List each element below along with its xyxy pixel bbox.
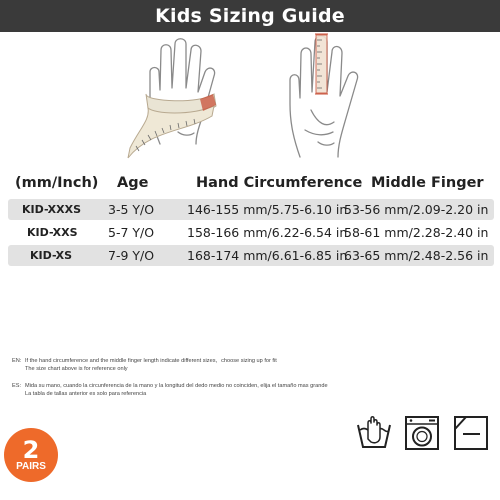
age-cell: 7-9 Y/O (108, 248, 155, 263)
title-bar (0, 0, 500, 32)
age-cell: 5-7 Y/O (108, 225, 155, 240)
size-label: KID-XS (30, 249, 73, 262)
header-middle-finger: Middle Finger (371, 175, 484, 191)
size-label: KID-XXS (27, 226, 78, 239)
note-es-line1: Mida su mano, cuando la circunferencia de la mano y la longitud del dedo medio no coinciden, elija el tamaño mas grande (25, 383, 328, 389)
circumference-cell: 146-155 mm/5.75-6.10 in (187, 202, 348, 217)
pairs-label: PAIRS (16, 460, 46, 472)
hand-wash-icon (355, 415, 393, 451)
machine-wash-icon (403, 415, 441, 451)
measuring-ruler-finger-icon (315, 34, 328, 94)
note-es-line2: La tabla de tallas anterior es solo para referencia (25, 391, 147, 397)
table-header (0, 172, 500, 196)
finger-cell: 58-61 mm/2.28-2.40 in (344, 225, 489, 240)
note-en-line1: If the hand circumference and the middle finger length indicate different sizes，choose sizing up for fit (25, 358, 277, 364)
finger-cell: 53-56 mm/2.09-2.20 in (344, 202, 489, 217)
pairs-badge (4, 428, 58, 482)
measuring-tape-wrist-icon (128, 94, 216, 158)
note-es-tag: ES: (12, 383, 22, 389)
pairs-count: 2 (22, 435, 40, 464)
header-age: Age (117, 175, 149, 191)
header-unit: (mm/Inch) (15, 175, 99, 191)
dry-flat-icon (452, 415, 490, 451)
circumference-cell: 168-174 mm/6.61-6.85 in (187, 248, 348, 263)
finger-cell: 63-65 mm/2.48-2.56 in (344, 248, 489, 263)
note-en-line2: The size chart above is for reference only (25, 366, 128, 372)
hand-illustrations (0, 32, 500, 167)
age-cell: 3-5 Y/O (108, 202, 155, 217)
table-row (8, 222, 494, 243)
table-row (8, 245, 494, 266)
page-title: Kids Sizing Guide (155, 5, 345, 27)
circumference-cell: 158-166 mm/6.22-6.54 in (187, 225, 348, 240)
note-en-tag: EN: (12, 358, 22, 364)
table-row (8, 199, 494, 220)
size-label: KID-XXXS (22, 203, 81, 216)
header-hand-circumference: Hand Circumference (196, 175, 363, 191)
